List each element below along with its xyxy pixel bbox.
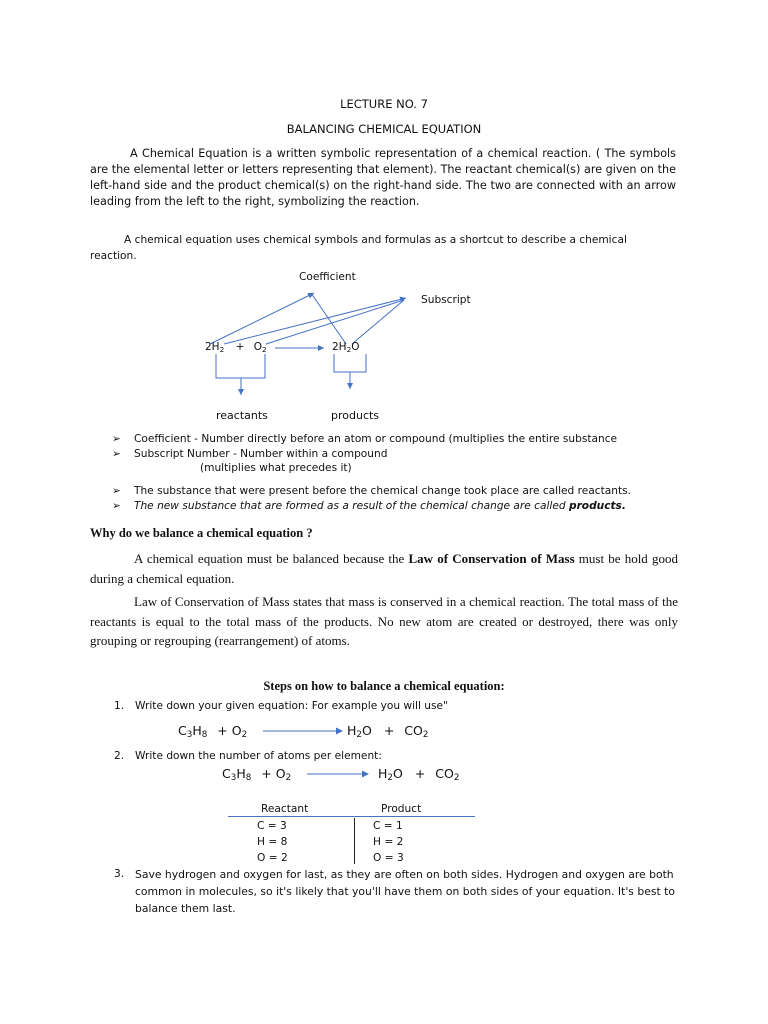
steps-heading: Steps on how to balance a chemical equation: — [263, 679, 505, 693]
coefficient-label: Coefficient — [299, 271, 356, 283]
eq1-plus: + — [383, 723, 395, 738]
intro-paragraph-2: A chemical equation uses chemical symbols and formulas as a shortcut to describe a chemical reaction. — [90, 234, 627, 262]
why-p1-start: A chemical equation must be balanced because the — [134, 551, 409, 566]
bullet-text: The substance that were present before the chemical change took place are called reactants. — [134, 485, 631, 497]
bullet-text: Coefficient - Number directly before an atom or compound (multiplies the entire substance — [134, 433, 618, 445]
reactant-row-h: H = 8 — [257, 836, 288, 848]
formula-o2-sub: 2 — [262, 345, 267, 354]
step-2-number: 2. — [114, 750, 125, 762]
eq1-h-sub: 8 — [201, 730, 208, 740]
step-1-text: Write down your given equation: For example you will use" — [135, 700, 448, 712]
step-3-text: Save hydrogen and oxygen for last, as they are often on both sides. Hydrogen and oxygen are both common in molecules, so it's likely that you'll have them on both sides of your equation. It's best to balance them last. — [135, 868, 675, 915]
product-row-o: O = 3 — [373, 852, 404, 864]
page-title: BALANCING CHEMICAL EQUATION — [286, 122, 482, 136]
lecture-number: LECTURE NO. 7 — [340, 97, 428, 111]
eq2-o-sub: 2 — [285, 773, 292, 783]
formula-h2o-coef: 2H — [332, 341, 347, 353]
why-paragraph-2: Law of Conservation of Mass states that mass is conserved in a chemical reaction. The total mass of the reactants is equal to the total mass of the products. No new atom are created or destroyed, there was only grouping or regrouping (rearrangement) of atoms. — [90, 594, 678, 648]
intro-paragraph: A Chemical Equation is a written symbolic representation of a chemical reaction. ( The symbols are the elemental letter or letters representing that element). The reactant chemical(s) are given on the left-hand side and the product chemical(s) on the right-hand side. The two are connected with an arrow leading from the left to the right, symbolizing the reaction. — [90, 147, 676, 208]
bullet-arrow-icon: ➢ — [112, 448, 121, 460]
why-paragraph-1 — [90, 549, 678, 588]
eq2-c: C — [222, 766, 231, 781]
product-row-h: H = 2 — [373, 836, 404, 848]
table-header-rule — [228, 816, 475, 817]
equation-1-products — [347, 723, 428, 738]
eq2-h: H — [236, 766, 246, 781]
eq1-co: CO — [404, 723, 423, 738]
equation-1 — [178, 723, 247, 738]
diagram-arrows — [0, 262, 768, 432]
product-formula — [332, 341, 360, 353]
equation-2 — [222, 766, 291, 781]
bullet-text: Subscript Number - Number within a compound — [134, 448, 388, 460]
bullet-reactants — [112, 485, 631, 497]
eq2-plus-o: + O — [261, 766, 286, 781]
eq2-c-sub: 3 — [230, 773, 237, 783]
eq2-water: H — [378, 766, 388, 781]
eq2-water-sub: 2 — [387, 773, 393, 783]
equation-2-arrow — [306, 767, 372, 781]
reactant-formula — [205, 341, 267, 353]
formula-h2o-tail: O — [351, 341, 360, 353]
table-divider — [354, 818, 355, 864]
eq1-plus-o: + O — [217, 723, 242, 738]
bullet-bold-text: products. — [568, 500, 626, 512]
plus-sign: + — [235, 341, 245, 353]
bullet-subscript-note: (multiplies what precedes it) — [200, 462, 352, 474]
bullet-arrow-icon: ➢ — [112, 485, 121, 497]
equation-1-arrow — [262, 724, 346, 738]
bullet-arrow-icon: ➢ — [112, 433, 121, 445]
product-header: Product — [381, 803, 422, 815]
subscript-label: Subscript — [421, 294, 471, 306]
step-1-number: 1. — [114, 700, 125, 712]
eq1-o-sub: 2 — [241, 730, 248, 740]
bullet-products — [112, 500, 626, 512]
step-3-number: 3. — [114, 868, 125, 880]
why-heading: Why do we balance a chemical equation ? — [90, 526, 313, 540]
bullet-text: The new substance that are formed as a result of the chemical change are called — [134, 500, 569, 512]
step-2-text: Write down the number of atoms per element: — [135, 750, 382, 762]
eq1-c: C — [178, 723, 187, 738]
bullet-subscript — [112, 448, 387, 460]
reactants-label: reactants — [216, 409, 268, 422]
eq2-h-sub: 8 — [245, 773, 252, 783]
eq2-co-sub: 2 — [453, 773, 460, 783]
reactant-row-o: O = 2 — [257, 852, 288, 864]
formula-h2-coef: 2H — [205, 341, 220, 353]
product-row-c: C = 1 — [373, 820, 403, 832]
formula-o2: O — [253, 341, 263, 353]
formula-h2-sub: 2 — [219, 345, 225, 354]
eq2-plus: + — [414, 766, 426, 781]
eq1-water: H — [347, 723, 357, 738]
eq1-h: H — [192, 723, 202, 738]
why-p1-bold: Law of Conservation of Mass — [408, 551, 575, 566]
eq1-c-sub: 3 — [186, 730, 193, 740]
eq1-water-tail: O — [361, 723, 372, 738]
formula-h2o-sub: 2 — [346, 345, 352, 354]
bullet-coefficient — [112, 433, 617, 445]
eq2-co: CO — [435, 766, 454, 781]
eq1-co-sub: 2 — [422, 730, 429, 740]
atom-count-table — [228, 802, 478, 866]
why-p1-end: must be hold good during a chemical equation. — [90, 551, 678, 586]
products-label: products — [331, 409, 380, 422]
reactant-row-c: C = 3 — [257, 820, 287, 832]
reactant-header: Reactant — [261, 803, 309, 815]
bullet-arrow-icon: ➢ — [112, 500, 121, 512]
equation-2-products — [378, 766, 459, 781]
equation-diagram — [0, 262, 768, 432]
eq2-water-tail: O — [392, 766, 403, 781]
eq1-water-sub: 2 — [356, 730, 362, 740]
